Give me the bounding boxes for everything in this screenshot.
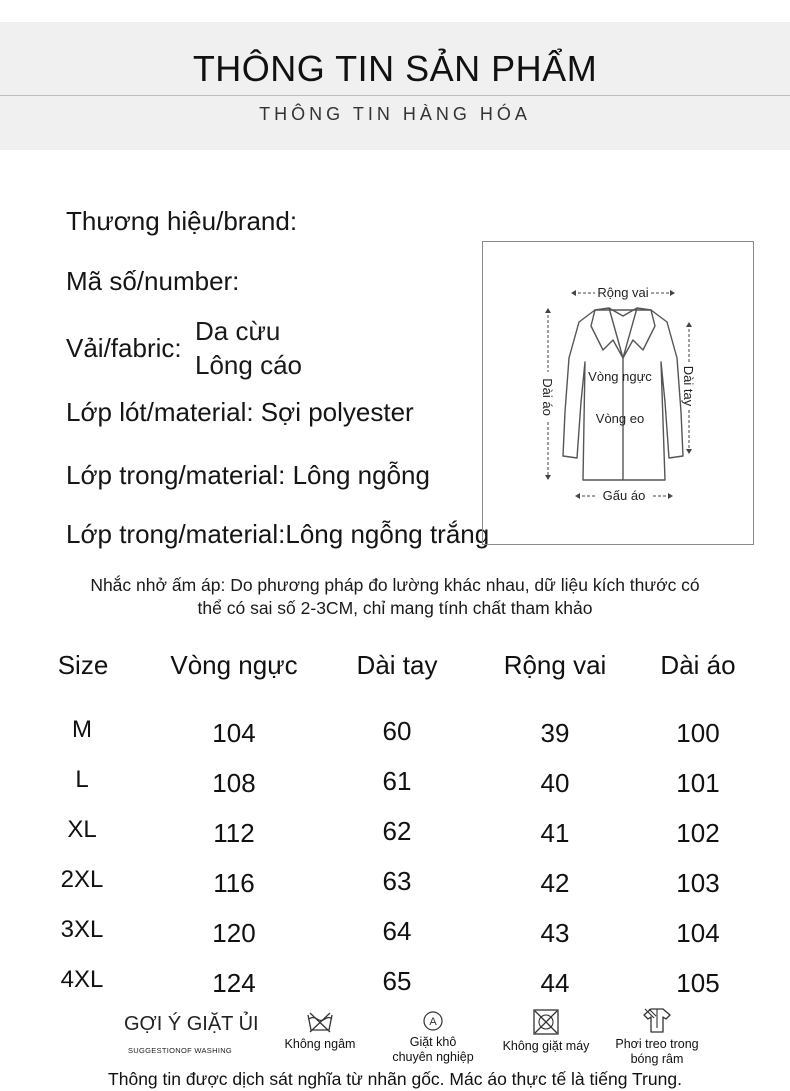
dry-clean-icon — [421, 1010, 445, 1032]
chest-cell: 108 — [212, 768, 256, 798]
no-soak-icon — [305, 1010, 335, 1034]
sleeve-cell: 64 — [382, 916, 412, 946]
table-header-chest: Vòng ngực — [170, 650, 298, 680]
length-cell: 103 — [676, 868, 720, 898]
shoulder-cell: 43 — [540, 918, 570, 948]
label-waist: Vòng eo — [595, 411, 645, 426]
size-cell: 4XL — [60, 966, 104, 993]
table-header-shoulder: Rộng vai — [503, 650, 607, 680]
label-hem: Gấu áo — [602, 488, 646, 503]
label-shoulder: Rộng vai — [597, 285, 649, 300]
size-cell: 2XL — [60, 866, 104, 893]
shoulder-cell: 39 — [540, 718, 570, 748]
label-chest: Vòng ngực — [588, 369, 652, 384]
wash-label: Giặt khô — [409, 1035, 457, 1049]
wash-label: chuyên nghiệp — [392, 1050, 474, 1064]
wash-label: bóng râm — [630, 1052, 684, 1066]
label-sleeve: Dài tay — [681, 365, 696, 407]
table-header-sleeve: Dài tay — [356, 650, 438, 680]
size-cell: L — [75, 766, 89, 793]
wash-item-hang-dry — [608, 1006, 706, 1067]
page-title: THÔNG TIN SẢN PHẨM — [192, 48, 598, 89]
sleeve-cell: 60 — [382, 716, 412, 746]
size-cell: M — [72, 716, 92, 743]
wash-guide-title: GỢI Ý GIẶT ỦI — [124, 1013, 259, 1035]
wash-item-no-soak — [276, 1010, 364, 1052]
label-length: Dài áo — [540, 378, 555, 416]
fabric-value-1: Da cừu — [195, 316, 281, 346]
sleeve-cell: 65 — [382, 966, 412, 996]
measurement-note — [0, 574, 790, 620]
spec-inner-1: Lớp trong/material: Lông ngỗng — [66, 460, 430, 490]
note-line-2: thể có sai số 2-3CM, chỉ mang tính chất tham khảo — [197, 598, 593, 618]
wash-label: Không giặt máy — [502, 1039, 590, 1053]
fabric-value-2: Lông cáo — [195, 350, 302, 380]
wash-label: Không ngâm — [284, 1037, 356, 1051]
hang-dry-shade-icon — [642, 1006, 672, 1034]
shoulder-cell: 41 — [540, 818, 570, 848]
chest-cell: 112 — [213, 818, 255, 848]
sleeve-cell: 63 — [382, 866, 412, 896]
shoulder-cell: 42 — [540, 868, 570, 898]
size-cell: 3XL — [60, 916, 104, 943]
wash-label: Phơi treo trong — [615, 1037, 699, 1051]
chest-cell: 116 — [213, 868, 255, 898]
length-cell: 105 — [676, 968, 720, 998]
shoulder-cell: 40 — [540, 768, 570, 798]
spec-brand: Thương hiệu/brand: — [66, 206, 298, 236]
spec-inner-2: Lớp trong/material:Lông ngỗng trắng — [66, 519, 490, 549]
wash-item-no-machine-wash — [496, 1008, 596, 1054]
coat-outline-icon — [563, 308, 683, 480]
shoulder-cell: 44 — [540, 968, 570, 998]
spec-fabric-values — [195, 314, 302, 382]
page-subtitle: THÔNG TIN HÀNG HÓA — [259, 104, 531, 124]
size-cell: XL — [67, 816, 97, 843]
sleeve-cell: 62 — [382, 816, 412, 846]
chest-cell: 104 — [212, 718, 256, 748]
length-cell: 102 — [676, 818, 720, 848]
coat-diagram-svg — [483, 242, 753, 544]
chest-cell: 124 — [212, 968, 256, 998]
chest-cell: 120 — [212, 918, 256, 948]
title-divider — [0, 95, 790, 96]
no-machine-wash-icon — [532, 1008, 560, 1036]
wash-item-dry-clean — [385, 1010, 481, 1065]
spec-number: Mã số/number: — [66, 266, 240, 296]
wash-guide-subtitle: SUGGESTIONOF WASHING — [128, 1046, 233, 1055]
length-cell: 100 — [676, 718, 720, 748]
svg-text:A: A — [429, 1016, 437, 1028]
length-cell: 104 — [676, 918, 720, 948]
spec-fabric-label: Vải/fabric: — [66, 333, 182, 363]
sleeve-cell: 61 — [382, 766, 412, 796]
measurement-diagram — [482, 241, 754, 545]
table-header-length: Dài áo — [660, 650, 736, 680]
length-cell: 101 — [676, 768, 720, 798]
translation-footer: Thông tin được dịch sát nghĩa từ nhãn gốc. Mác áo thực tế là tiếng Trung. — [108, 1069, 682, 1089]
spec-lining: Lớp lót/material: Sợi polyester — [66, 397, 414, 427]
table-header-size: Size — [57, 650, 109, 680]
note-line-1: Nhắc nhở ấm áp: Do phương pháp đo lường khác nhau, dữ liệu kích thước có — [90, 575, 700, 595]
